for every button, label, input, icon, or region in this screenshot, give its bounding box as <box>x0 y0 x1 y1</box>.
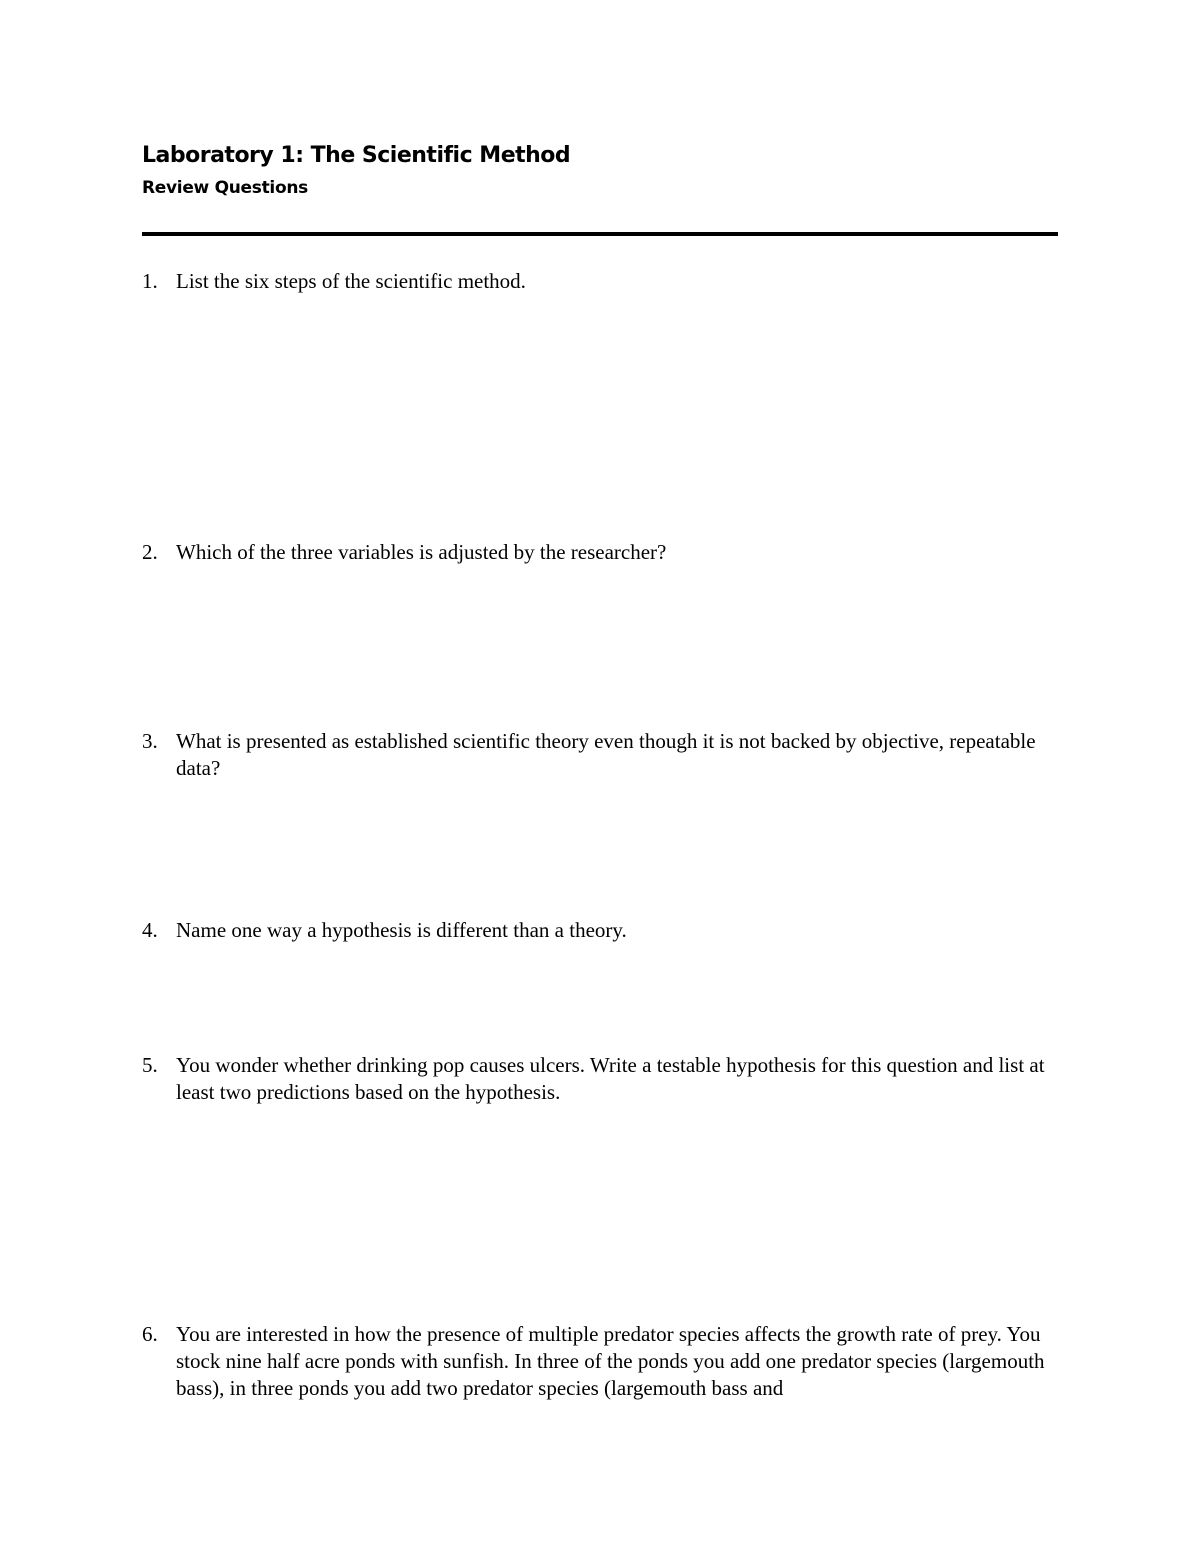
page-title: Laboratory 1: The Scientific Method <box>142 143 571 168</box>
question-3 <box>142 728 1058 782</box>
question-number: 4. <box>142 918 158 942</box>
question-text: What is presented as established scientific theory even though it is not backed by objective, repeatable data? <box>176 729 1036 780</box>
question-5 <box>142 1052 1058 1106</box>
question-6 <box>142 1321 1058 1402</box>
question-number: 3. <box>142 729 158 753</box>
question-text: Name one way a hypothesis is different than a theory. <box>176 918 627 942</box>
question-4 <box>142 917 1058 944</box>
question-2 <box>142 539 1058 566</box>
question-number: 1. <box>142 269 158 293</box>
question-text: List the six steps of the scientific method. <box>176 269 526 293</box>
question-number: 2. <box>142 540 158 564</box>
header-divider <box>142 232 1058 236</box>
question-text: Which of the three variables is adjusted by the researcher? <box>176 540 667 564</box>
question-1 <box>142 268 1058 295</box>
question-number: 6. <box>142 1322 158 1346</box>
question-number: 5. <box>142 1053 158 1077</box>
question-text: You are interested in how the presence of multiple predator species affects the growth rate of prey. You stock nine half acre ponds with sunfish. In three of the ponds you add one predator species (largemouth bass), in three ponds you add two predator species (largemouth bass and <box>176 1322 1045 1400</box>
question-text: You wonder whether drinking pop causes ulcers. Write a testable hypothesis for this question and list at least two predictions based on the hypothesis. <box>176 1053 1045 1104</box>
page-subtitle: Review Questions <box>142 178 308 198</box>
